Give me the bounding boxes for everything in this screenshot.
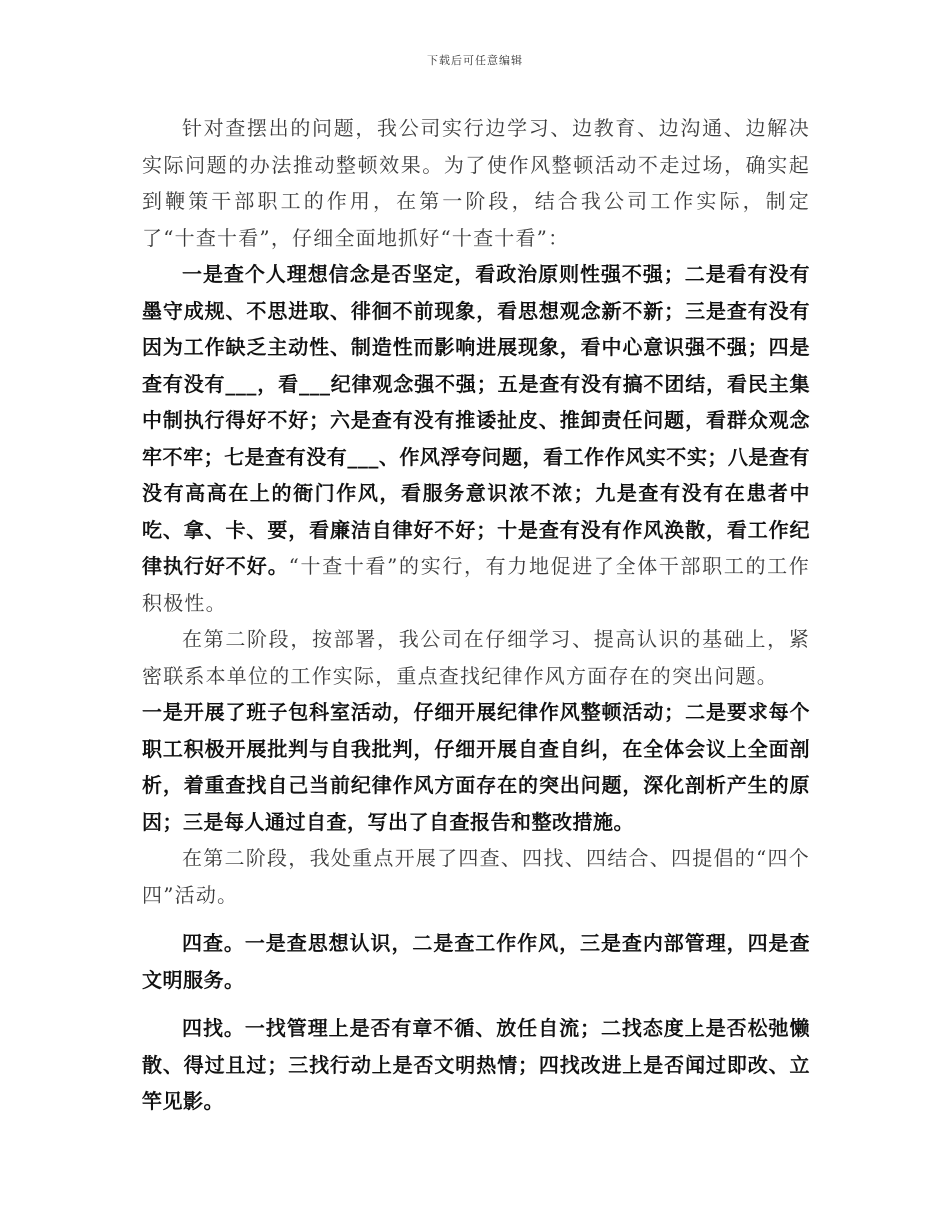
paragraph-four-fours: 在第二阶段，我处重点开展了四查、四找、四结合、四提倡的“四个四”活动。 <box>142 846 810 907</box>
ten-checks-summary: “十查十看”的实行，有力地促进了全体干部职工的工作积极性。 <box>142 554 810 615</box>
paragraph-second-stage-actions: 一是开展了班子包科室活动，仔细开展纪律作风整顿活动；二是要求每个职工积极开展批判与自我批判，仔细开展自查自纠，在全体会议上全面剖析，着重查找自己当前纪律作风方面存在的突出问题，深化剖析产生的原因；三是每人通过自查，写出了自查报告和整改措施。 <box>142 700 810 834</box>
page-header: 下载后可任意编辑 <box>427 54 523 67</box>
paragraph-four-checks: 四查。一是查思想认识，二是查工作作风，三是查内部管理，四是查文明服务。 <box>142 931 810 992</box>
paragraph-ten-checks <box>142 256 810 621</box>
paragraph-second-stage: 在第二阶段，按部署，我公司在仔细学习、提高认识的基础上，紧密联系本单位的工作实际，重点查找纪律作风方面存在的突出问题。 <box>142 627 810 688</box>
document-body <box>142 110 810 1120</box>
paragraph-intro: 针对查摆出的问题，我公司实行边学习、边教育、边沟通、边解决实际问题的办法推动整顿效果。为了使作风整顿活动不走过场，确实起到鞭策干部职工的作用，在第一阶段，结合我公司工作实际，制定了“十查十看”，仔细全面地抓好“十查十看”： <box>142 116 810 250</box>
paragraph-four-finds: 四找。一找管理上是否有章不循、放任自流；二找态度上是否松弛懒散、得过且过；三找行动上是否文明热情；四找改进上是否闻过即改、立竿见影。 <box>142 1016 810 1113</box>
ten-checks-list: 一是查个人理想信念是否坚定，看政治原则性强不强；二是看有没有墨守成规、不思进取、徘徊不前现象，看思想观念新不新；三是查有没有因为工作缺乏主动性、制造性而影响进展现象，看中心意识强不强；四是查有没有___，看___纪律观念强不强；五是查有没有搞不团结，看民主集中制执行得好不好；六是查有没有推诿扯皮、推卸责任问题，看群众观念牢不牢；七是查有没有___、作风浮夸问题，看工作作风实不实；八是查有没有高高在上的衙门作风，看服务意识浓不浓；九是查有没有在患者中吃、拿、卡、要，看廉洁自律好不好；十是查有没有作风涣散，看工作纪律执行好不好。 <box>142 262 810 578</box>
